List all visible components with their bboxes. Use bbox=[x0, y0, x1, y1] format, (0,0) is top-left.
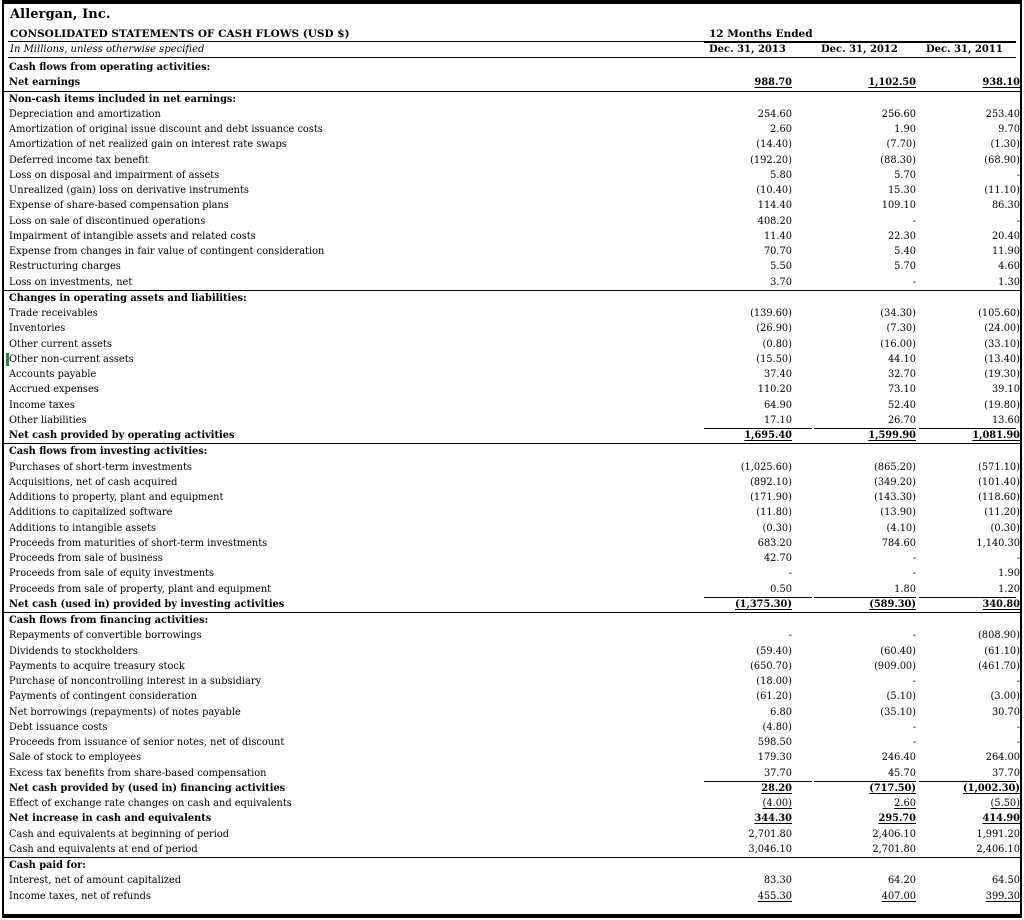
row-value: 44.10 bbox=[887, 353, 916, 365]
row-label: Expense from changes in fair value of contingent consideration bbox=[9, 246, 325, 257]
row-value: 42.70 bbox=[763, 553, 792, 564]
table-row bbox=[4, 750, 1020, 765]
row-value: 114.40 bbox=[757, 200, 792, 212]
row-value: 37.40 bbox=[763, 369, 792, 380]
row-value: - bbox=[912, 568, 916, 580]
row-value: (865.20) bbox=[874, 461, 916, 473]
row-value: - bbox=[788, 630, 792, 642]
row-value: (1,025.60) bbox=[740, 461, 792, 473]
row-value: 64.90 bbox=[763, 399, 792, 411]
column-header-divider bbox=[8, 57, 1016, 58]
statement-title: CONSOLIDATED STATEMENTS OF CASH FLOWS (USD $) bbox=[10, 28, 350, 40]
row-label: Other non-current assets bbox=[9, 353, 134, 365]
row-label: Dividends to stockholders bbox=[9, 645, 138, 657]
row-value: - bbox=[912, 553, 916, 564]
row-label: Unrealized (gain) loss on derivative instruments bbox=[9, 185, 249, 196]
row-label: Other current assets bbox=[9, 338, 112, 350]
row-value: (13.40) bbox=[984, 353, 1020, 365]
row-value: 344.30 bbox=[754, 813, 792, 825]
row-value: (0.30) bbox=[990, 522, 1020, 534]
table-row bbox=[4, 153, 1020, 168]
row-value: (24.00) bbox=[984, 323, 1020, 335]
table-row bbox=[4, 107, 1020, 122]
row-label: Cash flows from financing activities: bbox=[9, 615, 209, 626]
row-value: 26.70 bbox=[887, 414, 916, 426]
table-row bbox=[4, 460, 1020, 475]
table-row bbox=[4, 521, 1020, 536]
row-value: 1,599.90 bbox=[868, 430, 916, 441]
row-value: 39.10 bbox=[991, 384, 1020, 396]
total-rule bbox=[704, 428, 812, 429]
table-row bbox=[4, 413, 1020, 428]
row-value: (59.40) bbox=[756, 645, 792, 657]
row-value: (35.10) bbox=[880, 706, 916, 718]
table-row bbox=[4, 705, 1020, 720]
row-value: (11.20) bbox=[984, 507, 1020, 519]
row-value: 109.10 bbox=[881, 200, 916, 212]
row-label: Purchase of noncontrolling interest in a subsidiary bbox=[9, 676, 262, 687]
table-row bbox=[4, 796, 1020, 811]
row-label: Acquisitions, net of cash acquired bbox=[9, 476, 178, 488]
row-label: Net borrowings (repayments) of notes payable bbox=[9, 706, 241, 718]
total-rule bbox=[814, 597, 916, 598]
row-value: - bbox=[1016, 215, 1020, 227]
table-row bbox=[4, 842, 1020, 857]
table-row bbox=[4, 75, 1020, 90]
table-row bbox=[4, 214, 1020, 229]
row-value: 253.40 bbox=[985, 108, 1020, 120]
row-value: 340.80 bbox=[982, 598, 1020, 610]
row-value: (5.10) bbox=[886, 691, 916, 703]
table-row bbox=[4, 612, 1020, 628]
row-label: Proceeds from sale of business bbox=[9, 553, 163, 564]
table-row bbox=[4, 259, 1020, 274]
row-label: Proceeds from issuance of senior notes, net of discount bbox=[9, 737, 285, 748]
row-value: 5.70 bbox=[894, 169, 916, 181]
row-value: - bbox=[912, 676, 916, 687]
row-value: (16.00) bbox=[880, 338, 916, 350]
row-label: Interest, net of amount capitalized bbox=[9, 875, 182, 887]
row-label: Impairment of intangible assets and related costs bbox=[9, 230, 256, 242]
table-row bbox=[4, 827, 1020, 842]
row-value: 1.90 bbox=[998, 568, 1020, 580]
row-value: 9.70 bbox=[998, 124, 1020, 135]
table-row bbox=[4, 382, 1020, 397]
row-value: (0.30) bbox=[762, 522, 792, 534]
row-value: - bbox=[912, 737, 916, 748]
row-value: 2,701.80 bbox=[748, 828, 792, 840]
row-value: (1.30) bbox=[990, 139, 1020, 151]
row-value: - bbox=[912, 215, 916, 227]
table-row bbox=[4, 674, 1020, 689]
row-label: Accounts payable bbox=[9, 369, 97, 380]
row-value: - bbox=[1016, 553, 1020, 564]
row-label: Repayments of convertible borrowings bbox=[9, 630, 202, 642]
table-row bbox=[4, 367, 1020, 382]
row-value: 64.50 bbox=[991, 875, 1020, 887]
row-value: 11.90 bbox=[991, 246, 1020, 257]
row-value: 6.80 bbox=[770, 706, 792, 718]
table-row bbox=[4, 628, 1020, 643]
row-value: - bbox=[1016, 737, 1020, 748]
column-header-2013: Dec. 31, 2013 bbox=[709, 44, 786, 55]
row-value: (5.50) bbox=[990, 798, 1020, 809]
row-value: (171.90) bbox=[750, 492, 792, 503]
table-row bbox=[4, 582, 1020, 597]
row-label: Loss on disposal and impairment of assets bbox=[9, 169, 220, 181]
total-rule bbox=[814, 428, 916, 429]
row-label: Deferred income tax benefit bbox=[9, 154, 149, 166]
row-value: 179.30 bbox=[757, 752, 792, 764]
row-value: 2,701.80 bbox=[872, 843, 916, 855]
table-row bbox=[4, 352, 1020, 367]
table-row bbox=[4, 490, 1020, 505]
row-value: (3.00) bbox=[990, 691, 1020, 703]
row-label: Payments to acquire treasury stock bbox=[9, 660, 185, 672]
table-row bbox=[4, 443, 1020, 459]
row-label: Payments of contingent consideration bbox=[9, 691, 197, 703]
row-value: 64.20 bbox=[887, 875, 916, 887]
row-label: Accrued expenses bbox=[9, 384, 99, 396]
row-label: Income taxes, net of refunds bbox=[9, 890, 151, 902]
row-value: 32.70 bbox=[887, 369, 916, 380]
table-row bbox=[4, 857, 1020, 873]
row-value: - bbox=[1016, 676, 1020, 687]
row-label: Loss on sale of discontinued operations bbox=[9, 215, 206, 227]
table-row bbox=[4, 60, 1020, 75]
row-value: 2,406.10 bbox=[976, 843, 1020, 855]
table-row bbox=[4, 168, 1020, 183]
row-value: - bbox=[788, 568, 792, 580]
table-row bbox=[4, 198, 1020, 213]
row-label: Cash flows from operating activities: bbox=[9, 62, 211, 73]
row-value: 683.20 bbox=[757, 537, 792, 549]
row-label: Amortization of net realized gain on interest rate swaps bbox=[9, 139, 287, 151]
row-value: 2.60 bbox=[894, 798, 916, 809]
units-note: In Millions, unless otherwise specified bbox=[10, 44, 205, 55]
row-label: Proceeds from sale of property, plant and equipment bbox=[9, 583, 272, 595]
table-row bbox=[4, 321, 1020, 336]
row-value: 37.70 bbox=[991, 767, 1020, 779]
row-value: 17.10 bbox=[763, 414, 792, 426]
row-value: 1,140.30 bbox=[976, 537, 1020, 549]
table-row bbox=[4, 428, 1020, 443]
row-value: 399.30 bbox=[985, 890, 1020, 902]
table-row bbox=[4, 597, 1020, 612]
row-label: Cash paid for: bbox=[9, 860, 86, 871]
row-value: (10.40) bbox=[756, 185, 792, 196]
row-label: Restructuring charges bbox=[9, 261, 121, 273]
row-label: Proceeds from maturities of short-term investments bbox=[9, 537, 268, 549]
table-row bbox=[4, 873, 1020, 888]
table-row bbox=[4, 644, 1020, 659]
row-value: 988.70 bbox=[754, 77, 792, 89]
row-value: (650.70) bbox=[750, 660, 792, 672]
row-value: 3.70 bbox=[770, 276, 792, 288]
table-row bbox=[4, 505, 1020, 520]
row-label: Additions to capitalized software bbox=[9, 507, 173, 519]
row-label: Changes in operating assets and liabilities: bbox=[9, 292, 247, 304]
row-value: - bbox=[912, 630, 916, 642]
row-label: Additions to intangible assets bbox=[9, 522, 157, 534]
row-label: Other liabilities bbox=[9, 414, 87, 426]
row-label: Loss on investments, net bbox=[9, 276, 133, 288]
row-value: 0.50 bbox=[770, 583, 792, 595]
row-value: 83.30 bbox=[763, 875, 792, 887]
row-value: 5.50 bbox=[770, 261, 792, 273]
row-value: (34.30) bbox=[880, 308, 916, 319]
row-value: (101.40) bbox=[978, 476, 1020, 488]
table-row bbox=[4, 566, 1020, 581]
row-label: Net cash provided by (used in) financing activities bbox=[9, 782, 286, 794]
row-value: 407.00 bbox=[881, 890, 916, 902]
row-value: 455.30 bbox=[757, 890, 792, 902]
row-value: 28.20 bbox=[761, 782, 792, 794]
row-value: (61.10) bbox=[984, 645, 1020, 657]
total-rule bbox=[704, 597, 812, 598]
row-value: 1,695.40 bbox=[744, 430, 792, 441]
row-value: (18.00) bbox=[756, 676, 792, 687]
row-value: 1.80 bbox=[894, 583, 916, 595]
table-row bbox=[4, 398, 1020, 413]
row-value: 86.30 bbox=[991, 200, 1020, 212]
row-value: 246.40 bbox=[881, 752, 916, 764]
row-value: 1,991.20 bbox=[976, 828, 1020, 840]
row-value: 1.90 bbox=[894, 124, 916, 135]
row-label: Net cash (used in) provided by investing activities bbox=[9, 598, 285, 610]
table-row bbox=[4, 137, 1020, 152]
row-value: 5.40 bbox=[894, 246, 916, 257]
row-value: - bbox=[1016, 169, 1020, 181]
row-value: (26.90) bbox=[756, 323, 792, 335]
row-label: Effect of exchange rate changes on cash and equivalents bbox=[9, 798, 292, 809]
row-value: (105.60) bbox=[978, 308, 1020, 319]
total-rule bbox=[919, 428, 1016, 429]
table-row bbox=[4, 337, 1020, 352]
row-value: 110.20 bbox=[757, 384, 792, 396]
row-value: (14.40) bbox=[756, 139, 792, 151]
row-value: (7.70) bbox=[886, 139, 916, 151]
row-label: Excess tax benefits from share-based compensation bbox=[9, 767, 267, 779]
row-value: (909.00) bbox=[874, 660, 916, 672]
table-row bbox=[4, 659, 1020, 674]
row-label: Net earnings bbox=[9, 77, 81, 89]
row-label: Cash and equivalents at end of period bbox=[9, 843, 198, 855]
period-underline bbox=[704, 42, 1016, 43]
row-value: (192.20) bbox=[750, 154, 792, 166]
column-header-2012: Dec. 31, 2012 bbox=[821, 44, 898, 55]
row-value: (4.00) bbox=[762, 798, 792, 809]
row-value: 938.10 bbox=[982, 77, 1020, 89]
row-label: Non-cash items included in net earnings: bbox=[9, 93, 237, 105]
row-value: 4.60 bbox=[998, 261, 1020, 273]
row-value: (60.40) bbox=[880, 645, 916, 657]
row-label: Net increase in cash and equivalents bbox=[9, 813, 212, 825]
row-value: 45.70 bbox=[887, 767, 916, 779]
row-value: 1,102.50 bbox=[868, 77, 916, 89]
row-value: 414.90 bbox=[982, 813, 1020, 825]
row-value: - bbox=[912, 721, 916, 733]
row-label: Cash and equivalents at beginning of period bbox=[9, 828, 230, 840]
row-label: Proceeds from sale of equity investments bbox=[9, 568, 215, 580]
row-value: 784.60 bbox=[881, 537, 916, 549]
row-value: 264.00 bbox=[985, 752, 1020, 764]
row-value: 22.30 bbox=[887, 230, 916, 242]
row-value: 254.60 bbox=[757, 108, 792, 120]
row-value: (1,002.30) bbox=[963, 782, 1020, 794]
row-value: 2,406.10 bbox=[872, 828, 916, 840]
row-value: 256.60 bbox=[881, 108, 916, 120]
table-row bbox=[4, 781, 1020, 796]
row-value: (19.80) bbox=[984, 399, 1020, 411]
table-row bbox=[4, 122, 1020, 137]
row-value: (717.50) bbox=[869, 782, 916, 794]
row-value: 5.80 bbox=[770, 169, 792, 181]
row-value: 408.20 bbox=[757, 215, 792, 227]
row-value: (13.90) bbox=[880, 507, 916, 519]
table-row bbox=[4, 91, 1020, 107]
table-row bbox=[4, 735, 1020, 750]
table-row bbox=[4, 536, 1020, 551]
row-value: 295.70 bbox=[878, 813, 916, 825]
row-value: (461.70) bbox=[978, 660, 1020, 672]
row-value: 2.60 bbox=[770, 124, 792, 135]
total-rule bbox=[814, 781, 916, 782]
row-value: 3,046.10 bbox=[748, 843, 792, 855]
row-value: (11.10) bbox=[984, 185, 1020, 196]
row-label: Income taxes bbox=[9, 399, 75, 411]
company-name: Allergan, Inc. bbox=[10, 7, 111, 22]
row-value: (1,375.30) bbox=[735, 598, 792, 610]
total-rule bbox=[919, 597, 1016, 598]
table-row bbox=[4, 811, 1020, 826]
row-value: (15.50) bbox=[756, 353, 792, 365]
row-value: (19.30) bbox=[984, 369, 1020, 380]
table-row bbox=[4, 689, 1020, 704]
row-value: 11.40 bbox=[763, 230, 792, 242]
period-label: 12 Months Ended bbox=[709, 28, 813, 40]
row-value: (0.80) bbox=[762, 338, 792, 350]
column-header-2011: Dec. 31, 2011 bbox=[926, 44, 1003, 55]
row-label: Sale of stock to employees bbox=[9, 752, 142, 764]
table-row bbox=[4, 290, 1020, 306]
row-value: (11.80) bbox=[756, 507, 792, 519]
row-value: 73.10 bbox=[887, 384, 916, 396]
row-label: Depreciation and amortization bbox=[9, 108, 161, 120]
row-value: (571.10) bbox=[978, 461, 1020, 473]
row-value: (4.80) bbox=[762, 721, 792, 733]
row-value: 15.30 bbox=[887, 185, 916, 196]
row-value: (349.20) bbox=[874, 476, 916, 488]
row-value: (88.30) bbox=[880, 154, 916, 166]
row-value: 1.30 bbox=[998, 276, 1020, 288]
row-value: 52.40 bbox=[887, 399, 916, 411]
row-label: Inventories bbox=[9, 323, 66, 335]
row-label: Purchases of short-term investments bbox=[9, 461, 192, 473]
row-value: (808.90) bbox=[978, 630, 1020, 642]
total-rule bbox=[704, 781, 812, 782]
table-row bbox=[4, 229, 1020, 244]
row-value: (68.90) bbox=[984, 154, 1020, 166]
table-row bbox=[4, 475, 1020, 490]
row-value: (589.30) bbox=[869, 598, 916, 610]
table-row bbox=[4, 183, 1020, 198]
row-label: Amortization of original issue discount and debt issuance costs bbox=[9, 124, 323, 135]
row-value: 1,081.90 bbox=[972, 430, 1020, 441]
row-value: (7.30) bbox=[886, 323, 916, 335]
row-value: 598.50 bbox=[757, 737, 792, 748]
row-value: (892.10) bbox=[750, 476, 792, 488]
table-row bbox=[4, 244, 1020, 259]
statement-frame bbox=[2, 0, 1022, 918]
table-row bbox=[4, 889, 1020, 904]
row-value: (61.20) bbox=[756, 691, 792, 703]
row-value: (33.10) bbox=[984, 338, 1020, 350]
row-value: 20.40 bbox=[991, 230, 1020, 242]
row-label: Additions to property, plant and equipment bbox=[9, 492, 224, 503]
row-value: 5.70 bbox=[894, 261, 916, 273]
row-value: 13.60 bbox=[991, 414, 1020, 426]
table-row bbox=[4, 720, 1020, 735]
table-row bbox=[4, 551, 1020, 566]
row-value: 1.20 bbox=[998, 583, 1020, 595]
table-row bbox=[4, 306, 1020, 321]
total-rule bbox=[919, 781, 1016, 782]
table-row bbox=[4, 275, 1020, 290]
row-value: 37.70 bbox=[763, 767, 792, 779]
row-value: (143.30) bbox=[874, 492, 916, 503]
row-label: Cash flows from investing activities: bbox=[9, 446, 208, 458]
row-label: Expense of share-based compensation plans bbox=[9, 200, 229, 212]
row-value: - bbox=[1016, 721, 1020, 733]
statement-rows bbox=[4, 60, 1020, 904]
row-label: Trade receivables bbox=[9, 308, 98, 319]
row-value: 30.70 bbox=[991, 706, 1020, 718]
row-value: (4.10) bbox=[886, 522, 916, 534]
row-label: Debt issuance costs bbox=[9, 721, 108, 733]
row-value: (139.60) bbox=[750, 308, 792, 319]
row-value: 70.70 bbox=[763, 246, 792, 257]
table-row bbox=[4, 766, 1020, 781]
row-value: - bbox=[912, 276, 916, 288]
row-value: (118.60) bbox=[978, 492, 1020, 503]
row-label: Net cash provided by operating activities bbox=[9, 430, 235, 441]
